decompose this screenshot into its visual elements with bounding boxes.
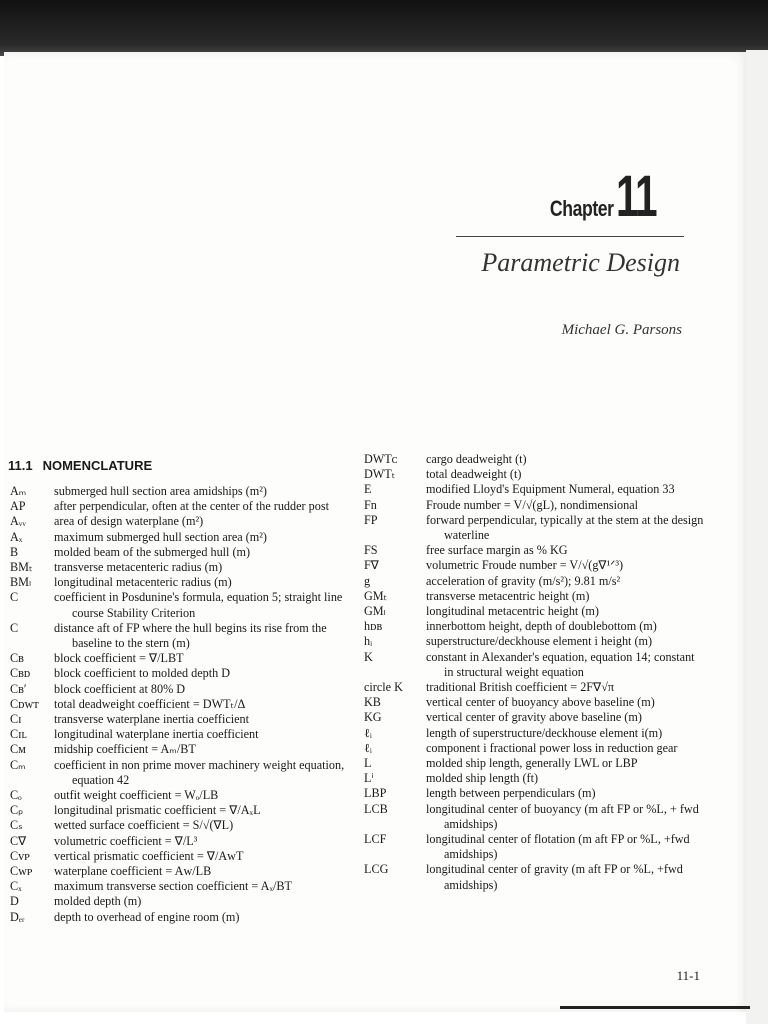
nomenclature-definition: block coefficient at 80% D — [54, 681, 186, 696]
nomenclature-symbol: Cₛ — [10, 818, 23, 833]
nomenclature-entry — [364, 604, 706, 619]
nomenclature-definition: area of design waterplane (m²) — [54, 514, 204, 529]
nomenclature-entry — [364, 832, 706, 862]
nomenclature-definition: maximum transverse section coefficient = Aₓ/BT — [54, 879, 292, 894]
nomenclature-symbol: Cₘ — [10, 757, 26, 772]
section-title: NOMENCLATURE — [42, 458, 153, 473]
nomenclature-symbol: KB — [364, 695, 381, 710]
chapter-title: Parametric Design — [481, 248, 680, 277]
nomenclature-symbol: AP — [10, 499, 26, 514]
nomenclature-entry — [10, 727, 350, 742]
nomenclature-definition: longitudinal waterplane inertia coefficient — [54, 727, 259, 742]
nomenclature-definition: wetted surface coefficient = S/√(∇L) — [54, 818, 234, 833]
nomenclature-entry — [364, 756, 706, 771]
nomenclature-definition: distance aft of FP where the hull begins its rise from the baseline to the stern (m) — [54, 620, 327, 651]
nomenclature-symbol: Cɪʟ — [10, 727, 27, 742]
nomenclature-symbol: Cₓ — [10, 879, 22, 894]
nomenclature-definition: coefficient in non prime mover machinery weight equation, equation 42 — [54, 757, 345, 787]
nomenclature-definition: vertical center of buoyancy above baseline (m) — [426, 695, 655, 710]
nomenclature-definition: molded ship length (ft) — [426, 771, 539, 786]
nomenclature-entry — [10, 697, 350, 712]
nomenclature-symbol: GMₗ — [364, 604, 386, 619]
nomenclature-entry — [364, 452, 706, 467]
nomenclature-entry — [364, 467, 706, 482]
nomenclature-symbol: Cᴠᴘ — [10, 848, 30, 863]
nomenclature-entry — [364, 619, 706, 634]
section-heading — [8, 458, 152, 473]
nomenclature-entry — [364, 634, 706, 649]
nomenclature-entry — [364, 771, 706, 786]
chapter-rule — [456, 236, 684, 237]
nomenclature-definition: longitudinal prismatic coefficient = ∇/AₓL — [54, 803, 261, 818]
nomenclature-symbol: LCB — [364, 801, 388, 816]
nomenclature-definition: forward perpendicular, typically at the stem at the design waterline — [426, 512, 704, 543]
nomenclature-symbol: Cʙᴅ — [10, 666, 31, 681]
nomenclature-definition: midship coefficient = Aₘ/BT — [54, 742, 196, 757]
nomenclature-symbol: Cₚ — [10, 803, 24, 818]
nomenclature-entry — [10, 864, 350, 879]
nomenclature-definition: longitudinal metacenteric radius (m) — [54, 575, 232, 590]
nomenclature-symbol: Cʙ′ — [10, 681, 27, 696]
nomenclature-definition: molded ship length, generally LWL or LBP — [426, 756, 638, 771]
nomenclature-definition: longitudinal center of buoyancy (m aft FP or %L, + fwd amidships) — [426, 801, 699, 831]
nomenclature-definition: vertical prismatic coefficient = ∇/AᴡT — [54, 848, 244, 863]
nomenclature-definition: innerbottom height, depth of doublebottom (m) — [426, 619, 657, 634]
chapter-word: Chapter — [549, 196, 614, 221]
nomenclature-entry — [364, 574, 706, 589]
nomenclature-definition: constant in Alexander's equation, equation 14; constant in structural weight equation — [426, 649, 695, 679]
nomenclature-symbol: GMₜ — [364, 588, 388, 603]
nomenclature-definition: total deadweight (t) — [426, 467, 522, 482]
nomenclature-symbol: Cɪ — [10, 712, 22, 727]
nomenclature-symbol: Cᴡᴘ — [10, 864, 33, 879]
nomenclature-symbol: Aₘ — [10, 484, 27, 498]
nomenclature-definition: longitudinal center of flotation (m aft FP or %L, +fwd amidships) — [426, 832, 690, 862]
nomenclature-definition: acceleration of gravity (m/s²); 9.81 m/s² — [426, 573, 621, 588]
nomenclature-entry — [10, 621, 350, 651]
nomenclature-entry — [10, 545, 350, 560]
nomenclature-entry — [10, 560, 350, 575]
nomenclature-symbol: Aₓ — [10, 529, 23, 544]
nomenclature-right-column — [364, 452, 706, 893]
nomenclature-entry — [364, 695, 706, 710]
nomenclature-entry — [10, 590, 350, 620]
nomenclature-symbol: E — [364, 482, 372, 497]
nomenclature-entry — [10, 894, 350, 909]
nomenclature-definition: transverse metacenteric radius (m) — [54, 560, 223, 575]
nomenclature-entry — [10, 758, 350, 788]
nomenclature-entry — [10, 818, 350, 833]
nomenclature-definition: length of superstructure/deckhouse element i(m) — [426, 725, 663, 740]
nomenclature-symbol: Dₑᵣ — [10, 909, 25, 924]
nomenclature-definition: submerged hull section area amidships (m²) — [54, 484, 267, 498]
nomenclature-symbol: BMₜ — [10, 560, 33, 575]
nomenclature-entry — [364, 786, 706, 801]
nomenclature-entry — [364, 543, 706, 558]
nomenclature-entry — [364, 482, 706, 497]
nomenclature-entry — [10, 742, 350, 757]
scan-top-shadow — [0, 0, 768, 56]
nomenclature-symbol: ℓᵢ — [364, 740, 372, 755]
nomenclature-entry — [10, 666, 350, 681]
nomenclature-symbol: KG — [364, 710, 382, 725]
nomenclature-definition: volumetric Froude number = V/√(g∇¹ᐟ³) — [426, 558, 624, 573]
page-edge — [746, 50, 768, 1024]
nomenclature-symbol: C — [10, 590, 19, 605]
nomenclature-entry — [364, 558, 706, 573]
nomenclature-entry — [364, 862, 706, 892]
nomenclature-symbol: L — [364, 756, 372, 771]
nomenclature-definition: traditional British coefficient = 2F∇√π — [426, 680, 615, 695]
nomenclature-definition: vertical center of gravity above baseline (m) — [426, 710, 642, 725]
nomenclature-symbol: Fn — [364, 497, 377, 512]
nomenclature-symbol: g — [364, 573, 371, 588]
nomenclature-definition: length between perpendiculars (m) — [426, 786, 596, 801]
nomenclature-symbol: Lⁱ — [364, 771, 374, 786]
nomenclature-entry — [10, 803, 350, 818]
nomenclature-entry — [10, 849, 350, 864]
nomenclature-symbol: DWTₜ — [364, 467, 396, 482]
nomenclature-definition: longitudinal metacentric height (m) — [426, 604, 599, 619]
nomenclature-definition: outfit weight coefficient = Wₒ/LB — [54, 788, 219, 803]
nomenclature-definition: superstructure/deckhouse element i height (m) — [426, 634, 653, 649]
nomenclature-symbol: K — [364, 649, 373, 664]
nomenclature-symbol: circle K — [364, 680, 403, 695]
nomenclature-entry — [10, 530, 350, 545]
nomenclature-symbol: Cʙ — [10, 651, 24, 666]
nomenclature-symbol: LCF — [364, 832, 387, 847]
nomenclature-left-column — [10, 484, 350, 925]
author-name: Michael G. Parsons — [561, 322, 682, 338]
nomenclature-definition: depth to overhead of engine room (m) — [54, 909, 240, 924]
chapter-number: 11 — [615, 164, 656, 229]
nomenclature-definition: waterplane coefficient = Aᴡ/LB — [54, 864, 212, 879]
nomenclature-definition: block coefficient to molded depth D — [54, 666, 231, 681]
nomenclature-symbol: C — [10, 620, 19, 635]
nomenclature-definition: component i fractional power loss in reduction gear — [426, 740, 678, 755]
nomenclature-entry — [10, 834, 350, 849]
nomenclature-entry — [364, 726, 706, 741]
nomenclature-entry — [364, 680, 706, 695]
nomenclature-symbol: FS — [364, 543, 378, 558]
nomenclature-symbol: Cᴅᴡᴛ — [10, 696, 39, 711]
nomenclature-entry — [10, 682, 350, 697]
nomenclature-symbol: LBP — [364, 786, 387, 801]
nomenclature-definition: Froude number = V/√(gL), nondimensional — [426, 497, 639, 512]
nomenclature-definition: longitudinal center of gravity (m aft FP or %L, +fwd amidships) — [426, 862, 683, 892]
nomenclature-entry — [10, 879, 350, 894]
nomenclature-definition: molded beam of the submerged hull (m) — [54, 544, 251, 559]
nomenclature-entry — [364, 802, 706, 832]
nomenclature-definition: transverse metacentric height (m) — [426, 588, 590, 603]
nomenclature-entry — [364, 498, 706, 513]
nomenclature-entry — [364, 741, 706, 756]
nomenclature-definition: free surface margin as % KG — [426, 543, 568, 558]
nomenclature-definition: maximum submerged hull section area (m²) — [54, 529, 267, 544]
nomenclature-entry — [10, 514, 350, 529]
nomenclature-symbol: DWTᴄ — [364, 452, 398, 466]
nomenclature-symbol: FP — [364, 512, 378, 527]
nomenclature-symbol: Cᴍ — [10, 742, 26, 757]
nomenclature-entry — [10, 788, 350, 803]
nomenclature-symbol: B — [10, 544, 19, 559]
nomenclature-entry — [10, 484, 350, 499]
nomenclature-symbol: Cₒ — [10, 788, 22, 803]
nomenclature-definition: block coefficient = ∇/LBT — [54, 651, 184, 666]
page-number: 11-1 — [676, 968, 700, 983]
nomenclature-entry — [364, 710, 706, 725]
nomenclature-definition: total deadweight coefficient = DWTₜ/Δ — [54, 696, 246, 711]
nomenclature-definition: volumetric coefficient = ∇/L³ — [54, 833, 198, 848]
nomenclature-symbol: C∇ — [10, 833, 27, 848]
nomenclature-entry — [364, 513, 706, 543]
nomenclature-symbol: D — [10, 894, 19, 909]
nomenclature-definition: modified Lloyd's Equipment Numeral, equation 33 — [426, 482, 675, 497]
nomenclature-entry — [10, 712, 350, 727]
nomenclature-entry — [10, 651, 350, 666]
nomenclature-symbol: F∇ — [364, 558, 379, 573]
nomenclature-symbol: ℓᵢ — [364, 725, 372, 740]
nomenclature-definition: transverse waterplane inertia coefficient — [54, 712, 250, 727]
nomenclature-entry — [364, 589, 706, 604]
bottom-rule — [560, 1006, 750, 1009]
nomenclature-symbol: hᵢ — [364, 634, 373, 649]
nomenclature-symbol: LCG — [364, 862, 389, 877]
nomenclature-entry — [364, 650, 706, 680]
nomenclature-symbol: hᴅʙ — [364, 619, 383, 634]
nomenclature-symbol: Aᵥᵥ — [10, 514, 26, 529]
chapter-label — [534, 164, 673, 229]
nomenclature-entry — [10, 575, 350, 590]
nomenclature-definition: molded depth (m) — [54, 894, 142, 909]
nomenclature-definition: cargo deadweight (t) — [426, 452, 527, 466]
nomenclature-entry — [10, 499, 350, 514]
nomenclature-definition: coefficient in Posdunine's formula, equation 5; straight line course Stability Criterion — [54, 590, 343, 620]
section-number: 11.1 — [8, 458, 33, 473]
nomenclature-entry — [10, 910, 350, 925]
nomenclature-symbol: BMₗ — [10, 575, 31, 590]
nomenclature-definition: after perpendicular, often at the center of the rudder post — [54, 499, 329, 514]
